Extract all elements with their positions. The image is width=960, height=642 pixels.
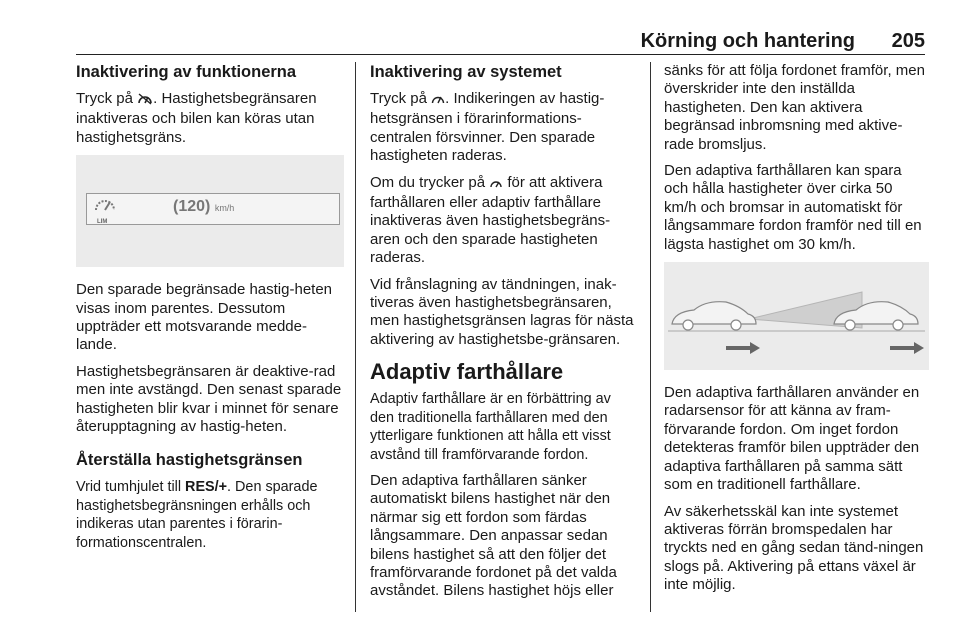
radar-diagram [664, 262, 929, 370]
page-title: Körning och hantering [640, 30, 855, 52]
column-2 [370, 62, 635, 609]
page-number: 205 [891, 30, 925, 52]
paragraph [76, 478, 344, 552]
column-divider [355, 62, 356, 612]
speed-limiter-icon [431, 92, 445, 110]
text: Tryck på [76, 90, 138, 107]
heading-adaptive-cruise: Adaptiv farthållare [370, 359, 564, 385]
lim-label: LIM [97, 219, 108, 226]
heading-reset-limit: Återställa hastighetsgränsen [76, 451, 303, 470]
heading-disable-system: Inaktivering av systemet [370, 63, 562, 81]
speed-limit-display-figure [76, 155, 344, 267]
text: . Hastighetsbegränsaren inaktiveras och bilen kan köras utan hastighetsgräns. [76, 90, 317, 146]
wheel-icon [845, 320, 855, 330]
wheel-icon [893, 320, 903, 330]
arrow-right-icon [726, 342, 760, 354]
paragraph: Den adaptiva farthållaren kan spara och hålla hastigheter över cirka 50 km/h och bromsar in automatiskt för långsammare fordon framför ned till en lägsta hastighet om 30 km/h. [664, 162, 922, 253]
text: för att aktivera farthållaren eller adaptiv farthållare inaktiveras även hastighetsbegräns-aren och den sparade hastigheten raderas. [370, 173, 611, 267]
cruise-control-icon [489, 176, 503, 194]
column-1 [76, 62, 344, 560]
radar-illustration [664, 262, 929, 370]
paragraph: Den sparade begränsade hastig-heten visas inom parentes. Dessutom uppträder ett motsvarande medde-lande. [76, 281, 333, 354]
text: . Den sparade hastighetsbegränsningen erhålls och indikeras utan parentes i förarin-formationscentralen. [76, 479, 318, 551]
display-speed-value [173, 198, 234, 217]
header-rule [76, 54, 925, 55]
text: Vrid tumhjulet till [76, 479, 186, 496]
heading-disable-functions: Inaktivering av funktionerna [76, 63, 297, 81]
paragraph: Den adaptiva farthållaren använder en radarsensor för att känna av fram-förvarande fordon. Om inget fordon detekteras framför bilen uppträder den adaptiva farthållaren på samma sätt som en traditionell farthållare. [664, 384, 920, 494]
paragraph: Adaptiv farthållare är en förbättring av den traditionella farthållaren med den ytterligare funktionen att hålla ett visst avstånd till framförvarande fordon. [370, 391, 611, 463]
paragraph: Av säkerhetsskäl kan inte systemet aktiveras förrän bromspedalen har tryckts ned en gång sedan tänd-ningen slogs på. Aktivering på ettans växel är inte möjlig. [664, 502, 924, 594]
paragraph [76, 90, 344, 147]
arrow-right-icon [890, 342, 924, 354]
paragraph: sänks för att följa fordonet framför, men överskrider inte den inställda hastigheten. Den kan aktivera begränsad inbromsning med aktive-rade bromsljus. [664, 62, 925, 153]
res-label: RES/+ [185, 479, 228, 496]
wheel-icon [731, 320, 741, 330]
speed-unit: km/h [214, 203, 235, 214]
text: Om du trycker på [370, 173, 490, 191]
lcd-display [86, 193, 340, 225]
paragraph: Hastighetsbegränsaren är deaktive-rad men inte avstängd. Den senast sparade hastigheten blir kvar i minnet för senare återupptagning av hastig-heten. [76, 362, 342, 436]
paragraph [370, 90, 635, 166]
paragraph: Vid frånslagning av tändningen, inak-tiveras även hastighetsbegränsaren, men hastighetsgränsen lagras för nästa aktivering av hastighetsbe-gränsaren. [370, 275, 634, 348]
text: Tryck på [370, 90, 432, 107]
speed-value: (120) [173, 198, 211, 216]
page-header [76, 30, 925, 52]
paragraph: Den adaptiva farthållaren sänker automatiskt bilens hastighet när den närmar sig ett fordon som färdas långsammare. Den anpassar sedan bilens hastighet så att den följer det framförvarande fordonet på det valda avståndet. Bilens hastighet höjs eller [370, 471, 617, 600]
speed-limiter-off-icon [137, 92, 153, 110]
paragraph [370, 174, 635, 268]
text: . Indikeringen av hastig-hetsgränsen i förarinformations-centralen försvinner. Den sparade hastigheten raderas. [370, 90, 605, 165]
column-divider [650, 62, 651, 612]
column-3 [664, 62, 929, 603]
wheel-icon [683, 320, 693, 330]
